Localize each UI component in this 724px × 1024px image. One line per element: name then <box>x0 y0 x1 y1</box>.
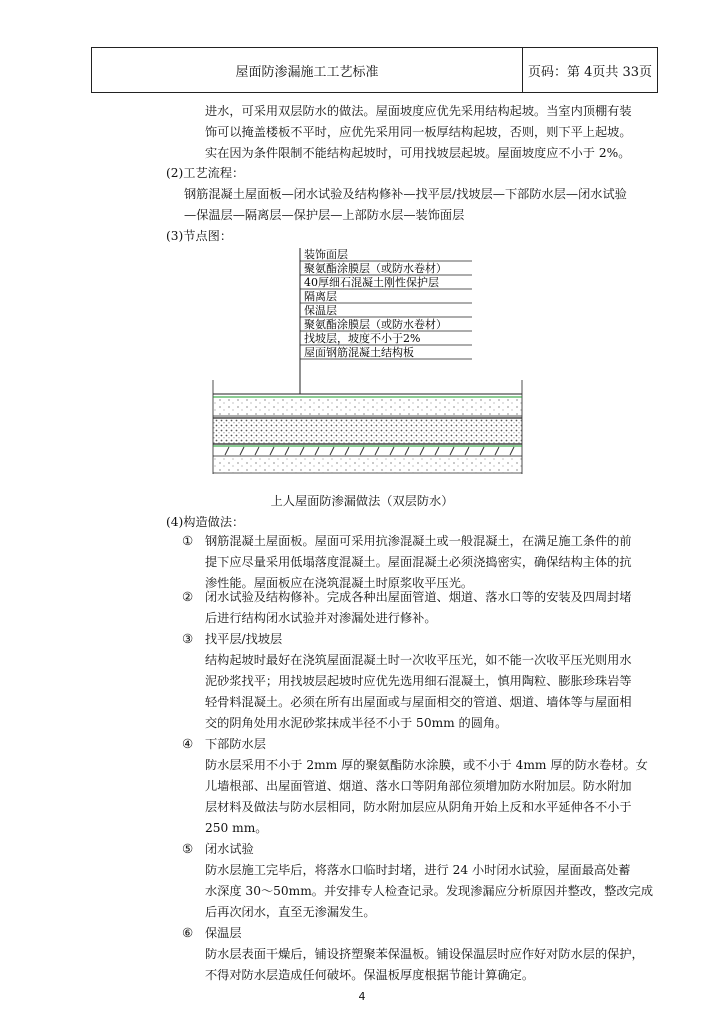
layer-section <box>213 380 522 474</box>
item-line: 水深度 30～50mm。并安排专人检查记录。发现渗漏应分析原因并整改，整改完成 <box>205 884 654 898</box>
section-4-heading: (4)构造做法： <box>166 515 245 529</box>
item-number: ① <box>182 533 194 548</box>
layer-label: 找坡层，坡度不小于2% <box>304 332 421 345</box>
layer-label: 聚氨酯涂膜层（或防水卷材） <box>304 262 447 275</box>
process-line: 钢筋混凝土屋面板—闭水试验及结构修补—找平层/找坡层—下部防水层—闭水试验 <box>184 187 627 201</box>
item-line: 提下应尽量采用低塌落度混凝土。屋面混凝土必须浇捣密实，确保结构主体的抗 <box>205 555 632 569</box>
roof-node-diagram <box>200 244 530 484</box>
intro-line: 实在因为条件限制不能结构起坡时，可用找坡层起坡。屋面坡度应不小于 2%。 <box>205 146 631 160</box>
item-number: ⑤ <box>182 841 194 856</box>
layer-label: 40厚细石混凝土刚性保护层 <box>304 276 439 289</box>
process-line: —保温层—隔离层—保护层—上部防水层—装饰面层 <box>184 208 465 222</box>
item-line: 交的阴角处用水泥砂浆抹成半径不小于 50mm 的圆角。 <box>205 716 508 730</box>
item-line: 渗性能。屋面板应在浇筑混凝土时原浆收平压光。 <box>205 576 474 590</box>
item-line: 不得对防水层造成任何破坏。保温板厚度根据节能计算确定。 <box>205 968 535 982</box>
item-title: 下部防水层 <box>205 737 266 751</box>
item-line: 钢筋混凝土屋面板。屋面可采用抗渗混凝土或一般混凝土，在满足施工条件的前 <box>205 534 632 548</box>
item-line: 泥砂浆找平；用找坡层起坡时应优先选用细石混凝土，慎用陶粒、膨胀珍珠岩等 <box>205 674 632 688</box>
diagram-caption: 上人屋面防渗漏做法（双层防水） <box>270 494 454 508</box>
item-line: 250 mm。 <box>205 821 268 835</box>
item-line: 轻骨料混凝土。必须在所有出屋面或与屋面相交的管道、烟道、墙体等与屋面相 <box>205 695 632 709</box>
item-number: ⑥ <box>182 925 194 940</box>
page-number: 4 <box>358 990 366 1003</box>
item-line: 防水层表面干燥后，铺设挤塑聚苯保温板。铺设保温层时应作好对防水层的保护， <box>205 947 644 961</box>
item-title: 找平层/找坡层 <box>205 632 283 646</box>
item-line: 闭水试验及结构修补。完成各种出屋面管道、烟道、落水口等的安装及四周封堵 <box>205 590 632 604</box>
layer-label: 装饰面层 <box>304 248 348 261</box>
item-title: 保温层 <box>205 926 242 940</box>
layer-label: 保温层 <box>304 304 337 317</box>
item-line: 儿墙根部、出屋面管道、烟道、落水口等阴角部位须增加防水附加层。防水附加 <box>205 779 632 793</box>
page-header <box>91 47 658 93</box>
item-line: 层材料及做法与防水层相同，防水附加层应从阴角开始上反和水平延伸各不小于 <box>205 800 632 814</box>
item-title: 闭水试验 <box>205 842 254 856</box>
item-number: ② <box>182 589 194 604</box>
layer-label: 隔离层 <box>304 290 337 303</box>
item-line: 防水层施工完毕后，将落水口临时封堵，进行 24 小时闭水试验，屋面最高处蓄 <box>205 863 631 877</box>
page-info: 页码：第 4页共 33页 <box>527 64 653 80</box>
item-line: 后进行结构闭水试验并对渗漏处进行修补。 <box>205 611 437 625</box>
section-2-heading: (2)工艺流程： <box>166 166 245 180</box>
item-number: ④ <box>182 736 194 751</box>
document-title: 屋面防渗漏施工工艺标准 <box>92 48 523 92</box>
item-line: 防水层采用不小于 2mm 厚的聚氨酯防水涂膜，或不小于 4mm 厚的防水卷材。女 <box>205 758 648 772</box>
item-line: 结构起坡时最好在浇筑屋面混凝土时一次收平压光，如不能一次收平压光则用水 <box>205 653 632 667</box>
item-number: ③ <box>182 631 194 646</box>
intro-line: 进水，可采用双层防水的做法。屋面坡度应优先采用结构起坡。当室内顶棚有装 <box>205 104 632 118</box>
item-line: 后再次闭水，直至无渗漏发生。 <box>205 905 376 919</box>
section-3-heading: (3)节点图： <box>166 229 233 243</box>
layer-label: 屋面钢筋混凝土结构板 <box>304 346 414 359</box>
layer-label: 聚氨酯涂膜层（或防水卷材） <box>304 318 447 331</box>
intro-line: 饰可以掩盖楼板不平时，应优先采用同一板厚结构起坡，否则，则下平上起坡。 <box>205 125 632 139</box>
